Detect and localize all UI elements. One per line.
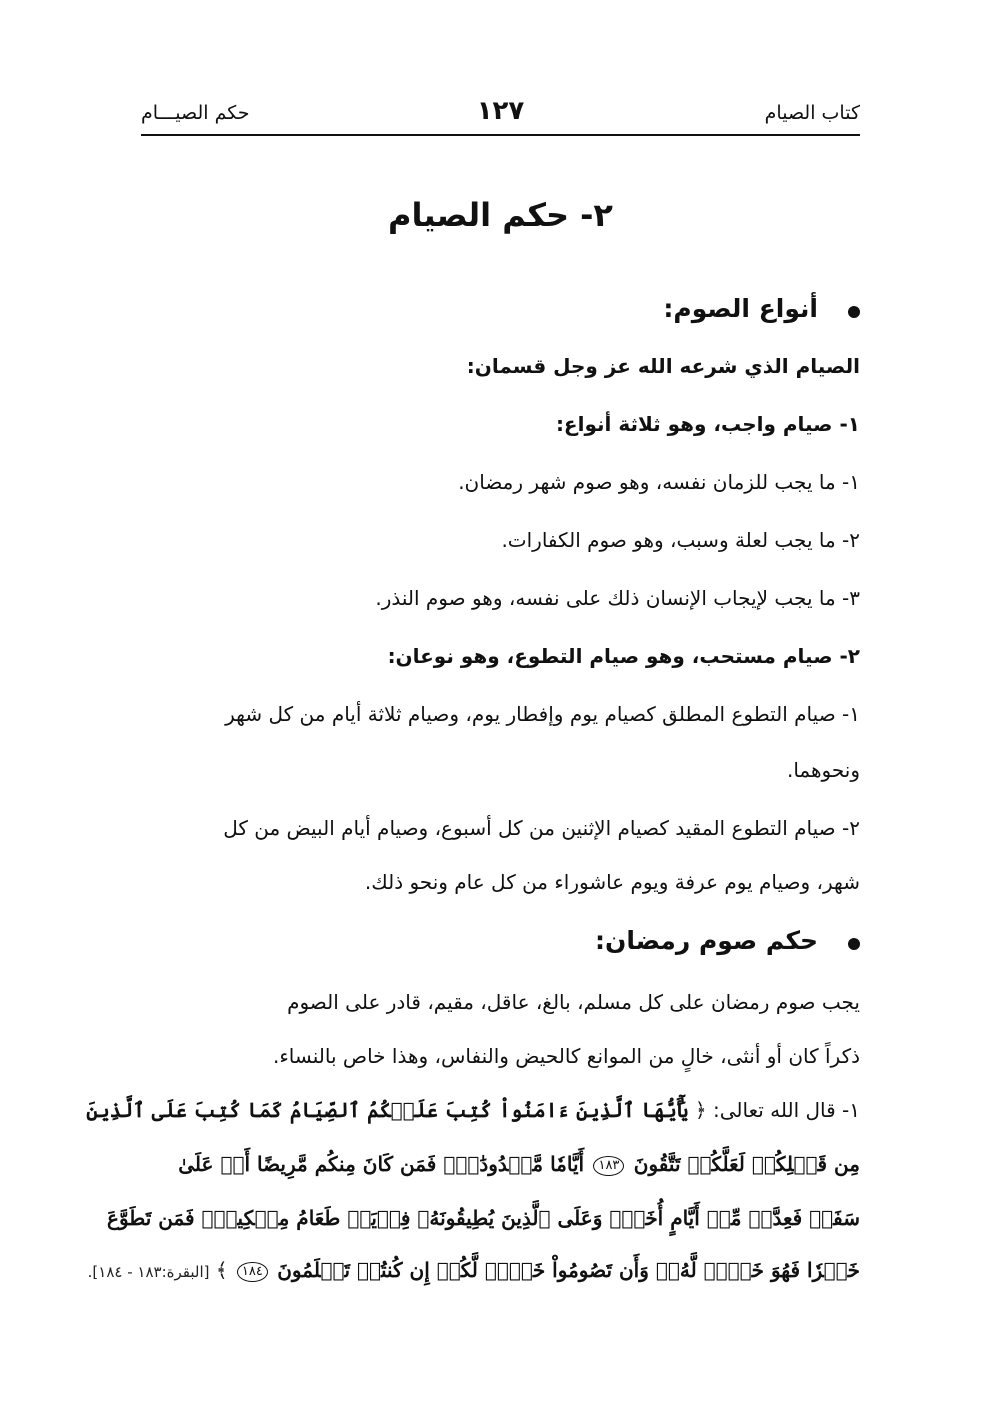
part2-heading: ٢- صيام مستحب، وهو صيام التطوع، وهو نوعان:: [388, 644, 861, 668]
bullet-icon: [849, 938, 861, 950]
paragraph-line: يجب صوم رمضان على كل مسلم، بالغ، عاقل، مقيم، قادر على الصوم: [288, 990, 861, 1014]
quran-citation: [البقرة:١٨٣ - ١٨٤].: [88, 1263, 211, 1281]
intro-line: الصيام الذي شرعه الله عز وجل قسمان:: [467, 354, 861, 378]
list-item-line: ١- صيام التطوع المطلق كصيام يوم وإفطار يوم، وصيام ثلاثة أيام من كل شهر: [226, 702, 861, 726]
verse-number-marker: ١٨٣: [594, 1156, 625, 1176]
running-header: [142, 96, 861, 132]
section-heading-text: أنواع الصوم:: [664, 294, 819, 323]
page-number: ١٢٧: [477, 96, 526, 126]
open-bracket: ﴿: [695, 1098, 708, 1122]
list-item-line: شهر، وصيام يوم عرفة ويوم عاشوراء من كل عام ونحو ذلك.: [365, 870, 861, 894]
bullet-icon: [849, 306, 861, 318]
list-item-line: ونحوهما.: [787, 758, 861, 782]
quran-text: يَٰٓأَيُّهَا ٱلَّذِينَ ءَامَنُواْ كُتِبَ عَلَيۡكُمُ ٱلصِّيَامُ كَمَا كُتِبَ عَلَى ٱلَّذِينَ: [87, 1098, 690, 1122]
section-heading-text: حكم صوم رمضان:: [596, 926, 819, 955]
paragraph-line: ذكراً كان أو أنثى، خالٍ من الموانع كالحيض والنفاس، وهذا خاص بالنساء.: [274, 1044, 861, 1068]
section-heading-types: [664, 294, 861, 323]
book-title: كتاب الصيام: [765, 102, 861, 124]
verse-line: [87, 1098, 861, 1122]
quran-text: مِن قَبۡلِكُمۡ لَعَلَّكُمۡ تَتَّقُونَ: [634, 1152, 861, 1176]
section-heading-ruling: [596, 926, 861, 955]
verse-prefix: ١- قال الله تعالى:: [713, 1098, 861, 1122]
verse-number-marker: ١٨٤: [238, 1262, 269, 1282]
chapter-running-title: حكم الصيـــام: [142, 102, 251, 124]
part1-heading: ١- صيام واجب، وهو ثلاثة أنواع:: [556, 412, 861, 436]
verse-line: [108, 1206, 861, 1230]
list-item-line: ٢- صيام التطوع المقيد كصيام الإثنين من كل أسبوع، وصيام أيام البيض من كل: [224, 816, 861, 840]
quran-text: خَيۡرٗا فَهُوَ خَيۡرٞ لَّهُۥۚ وَأَن تَصُومُواْ خَيۡرٞ لَّكُمۡ إِن كُنتُمۡ تَعۡلَمُونَ: [278, 1258, 861, 1282]
quran-text: أَيَّامٗا مَّعۡدُودَٰتٖۚ فَمَن كَانَ مِنكُم مَّرِيضًا أَوۡ عَلَىٰ: [179, 1152, 586, 1176]
list-item: ٣- ما يجب لإيجاب الإنسان ذلك على نفسه، وهو صوم النذر.: [376, 586, 861, 610]
list-item: ١- ما يجب للزمان نفسه، وهو صوم شهر رمضان.: [459, 470, 861, 494]
close-bracket: ﴾: [216, 1258, 229, 1282]
verse-line: [89, 1258, 861, 1282]
chapter-title: ٢- حكم الصيام: [389, 196, 614, 234]
list-item: ٢- ما يجب لعلة وسبب، وهو صوم الكفارات.: [502, 528, 861, 552]
quran-text: سَفَرٖ فَعِدَّةٞ مِّنۡ أَيَّامٍ أُخَرَۚ وَعَلَى ٱلَّذِينَ يُطِيقُونَهُۥ فِدۡيَةٞ طَعَامُ مِسۡكِينٖۖ فَمَن تَطَوَّعَ: [108, 1206, 861, 1230]
header-divider: [142, 134, 861, 136]
verse-line: [179, 1152, 861, 1176]
